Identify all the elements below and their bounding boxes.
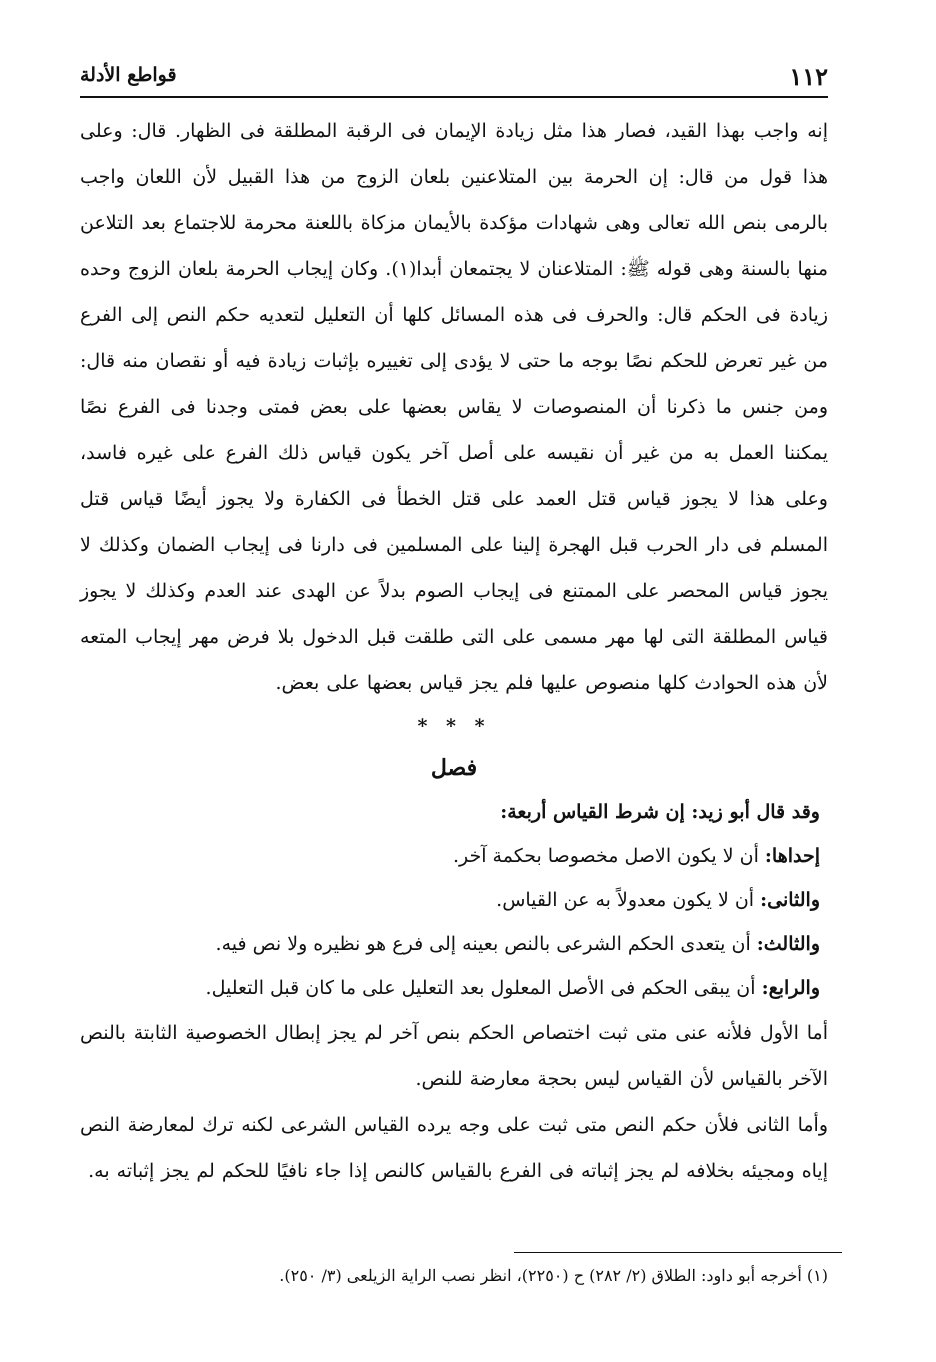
condition-4 (80, 966, 828, 1010)
condition-1 (80, 834, 828, 878)
page-number: ١١٢ (789, 62, 828, 91)
intro-line: وقد قال أبو زيد: إن شرط القياس أربعة: (500, 801, 820, 823)
condition-label: والرابع: (761, 977, 820, 999)
footnote-rule (514, 1252, 842, 1253)
condition-text: أن لا يكون معدولاً به عن القياس. (496, 889, 761, 911)
page-body (80, 108, 828, 1194)
page-header (80, 60, 828, 94)
condition-label: والثانى: (760, 889, 820, 911)
section-separator: * * * (417, 715, 491, 737)
running-title: قواطع الأدلة (80, 64, 177, 86)
condition-text: أن يتعدى الحكم الشرعى بالنص بعينه إلى فرع هو نظيره ولا نص فيه. (215, 933, 757, 955)
condition-3 (80, 922, 828, 966)
condition-label: والثالث: (756, 933, 820, 955)
header-rule (80, 96, 828, 98)
condition-text: أن يبقى الحكم فى الأصل المعلول بعد التعليل على ما كان قبل التعليل. (205, 977, 762, 999)
closing-paragraph-2: وأما الثانى فلأن حكم النص متى ثبت على وجه يرده القياس الشرعى لكنه ترك لمعارضة النص إياه ومجيئه بخلافه لم يجز إثباته فى الفرع بالقياس كالنص إذا جاء نافيًا للحكم لم يجز إثباته به. (80, 1114, 828, 1182)
condition-2 (80, 878, 828, 922)
main-paragraph: إنه واجب بهذا القيد، فصار هذا مثل زيادة الإيمان فى الرقبة المطلقة فى الظهار. قال: وعلى هذا قول من قال: إن الحرمة بين المتلاعنين بلعان الزوج من هذا القبيل لأن اللعان واجب بالرمى بنص الله تعالى وهى شهادات مؤكدة بالأيمان مزكاة باللعنة محرمة للاجتماع بعد التلاعن منها بالسنة وهى قوله ﷺ: المتلاعنان لا يجتمعان أبدا(١). وكان إيجاب الحرمة بلعان الزوج وحده زيادة فى الحكم قال: والحرف فى هذه المسائل كلها أن التعليل لتعديه حكم النص إلى الفرع من غير تعرض للحكم نصًا بوجه ما حتى لا يؤدى إلى تغييره بإثبات زيادة فيه أو نقصان منه قال: ومن جنس ما ذكرنا أن المنصوصات لا يقاس بعضها على بعض فمتى وجدنا فى الفرع نصًا يمكننا العمل به من غير أن نقيسه على أصل آخر يكون قياس ذلك الفرع على غيره فاسد، وعلى هذا لا يجوز قياس قتل العمد على قتل الخطأ فى الكفارة ولا يجوز أيضًا قياس قتل المسلم فى دار الحرب قبل الهجرة إلينا على المسلمين فى دارنا فى إيجاب الضمان وكذلك لا يجوز قياس المحصر على الممتنع فى إيجاب الصوم بدلاً عن الهدى عند العدم وكذلك لا يجوز قياس المطلقة التى لها مهر مسمى على التى طلقت قبل الدخول بلا فرض مهر إيجاب المتعه لأن هذه الحوادث كلها منصوص عليها فلم يجز قياس بعضها على بعض. (80, 120, 828, 694)
closing-paragraph-1: أما الأول فلأنه عنى متى ثبت اختصاص الحكم بنص آخر لم يجز إبطال الخصوصية الثابتة بالنص الآخر بالقياس لأن القياس ليس بحجة معارضة للنص. (80, 1022, 828, 1090)
section-title: فصل (430, 755, 478, 781)
condition-label: إحداها: (764, 845, 820, 867)
footnote: (١) أخرجه أبو داود: الطلاق (٢/ ٢٨٢) ح (٢٢٥٠)، انظر نصب الراية الزيلعى (٣/ ٢٥٠). (279, 1266, 828, 1285)
condition-text: أن لا يكون الاصل مخصوصا بحكمة آخر. (452, 845, 765, 867)
